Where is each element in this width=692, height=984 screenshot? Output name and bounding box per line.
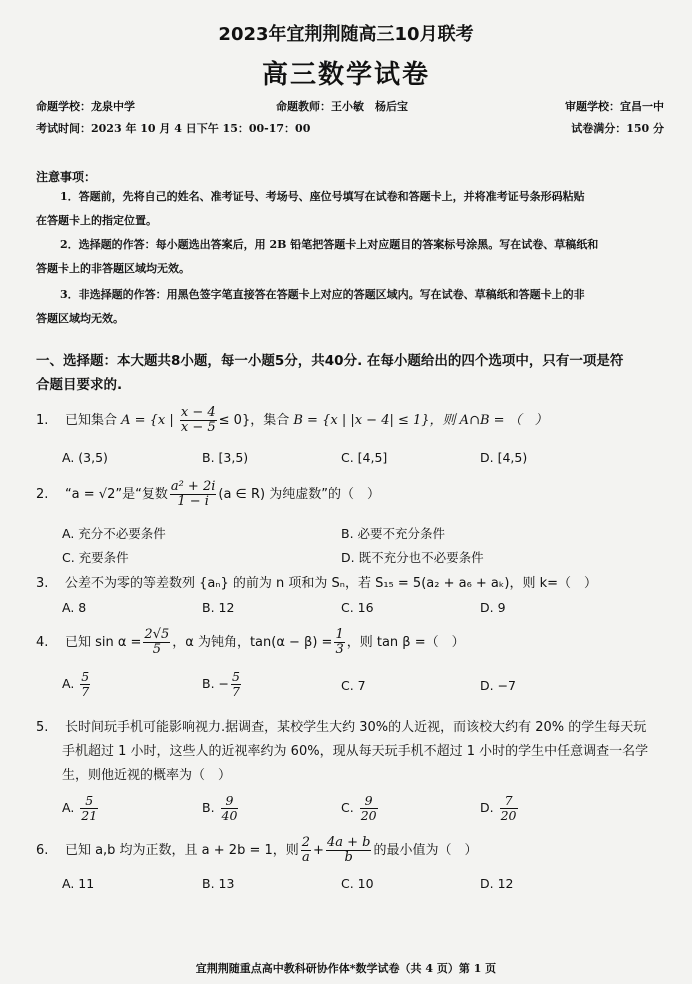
question-text-line-1: 长时间玩手机可能影响视力.据调查，某校学生大约 30%的人近视，而该校大约有 20% 的学生每天玩 <box>64 720 647 735</box>
option-c[interactable]: C. 7 <box>341 678 366 693</box>
page-footer: 宜荆荆随重点高中教科研协作体*数学试卷（共 4 页）第 1 页 <box>195 962 497 975</box>
option-d[interactable]: D. 12 <box>480 876 514 891</box>
question-text-mid: ，α 为钝角，tan(α − β) = <box>172 635 333 650</box>
fraction-denominator: b <box>344 850 353 865</box>
fraction <box>170 480 217 509</box>
question-number: 3. <box>36 576 49 591</box>
fraction-numerator: 2 <box>301 835 311 850</box>
option-c[interactable]: C. 充要条件 <box>62 550 129 565</box>
question-number: 5. <box>36 720 49 735</box>
fraction-denominator: a <box>302 850 310 865</box>
fraction <box>334 628 344 657</box>
fraction <box>80 670 90 699</box>
option-b[interactable]: B. 必要不充分条件 <box>341 526 446 541</box>
question-text-suffix: 的最小值为（ ） <box>373 843 478 858</box>
note-2-line-1: 2．选择题的作答：每小题选出答案后，用 2B 铅笔把答题卡上对应题目的答案标号涂黑。写在试卷、草稿纸和 <box>60 238 599 251</box>
option-b[interactable]: B. [3,5) <box>202 450 249 465</box>
note-1-line-2: 在答题卡上的指定位置。 <box>36 214 157 227</box>
option-label: A. <box>62 800 75 815</box>
fraction-denominator: 20 <box>500 808 517 823</box>
option-label: C. <box>341 800 354 815</box>
option-b[interactable] <box>202 670 243 699</box>
fraction-numerator: 9 <box>360 794 378 809</box>
school-label: 命题学校：龙泉中学 <box>36 100 135 113</box>
fraction-numerator: 5 <box>80 794 98 809</box>
note-3-line-1: 3．非选择题的作答：用黑色签字笔直接答在答题卡上对应的答题区域内。写在试卷、草稿纸和答题卡上的非 <box>60 288 585 301</box>
question-3 <box>36 572 597 591</box>
fraction-denominator: x − 5 <box>180 420 216 435</box>
fraction-denominator: 5 <box>152 642 161 657</box>
option-b[interactable]: B. 13 <box>202 876 235 891</box>
question-number: 6. <box>36 843 49 858</box>
question-5 <box>36 716 646 735</box>
fraction-denominator: 40 <box>221 808 238 823</box>
option-a[interactable]: A. (3,5) <box>62 450 108 465</box>
question-text-suffix: ，则 tan β =（ ） <box>346 635 465 650</box>
fraction <box>143 628 170 657</box>
exam-title: 2023年宜荆荆随高三10月联考 <box>218 24 474 45</box>
option-a[interactable] <box>62 794 100 823</box>
option-b[interactable]: B. 12 <box>202 600 235 615</box>
option-a[interactable] <box>62 670 92 699</box>
option-d[interactable]: D. −7 <box>480 678 516 693</box>
notes-heading: 注意事项： <box>36 170 97 184</box>
subject-title: 高三数学试卷 <box>261 60 430 90</box>
section-heading-line-2: 合题目要求的. <box>36 377 123 393</box>
minus-sign: − <box>218 676 230 691</box>
set-a-open: A = {x | <box>121 413 178 428</box>
question-text: 已知集合 <box>64 413 117 428</box>
option-c[interactable]: C. 10 <box>341 876 374 891</box>
section-heading-line-1: 一、选择题：本大题共8小题，每一小题5分，共40分. 在每小题给出的四个选项中，只有一项是符 <box>36 353 624 369</box>
option-d[interactable]: D. [4,5) <box>480 450 528 465</box>
question-5-line-2: 手机超过 1 小时，这些人的近视率约为 60%，现从每天玩手机不超过 1 小时的学生中任意调查一名学 <box>62 744 649 759</box>
question-number: 4. <box>36 635 49 650</box>
question-2 <box>36 480 380 509</box>
teacher-label: 命题教师：王小敏 杨后宝 <box>276 100 408 113</box>
option-c[interactable]: C. 16 <box>341 600 374 615</box>
option-b[interactable] <box>202 794 240 823</box>
time-label: 考试时间：2023 年 10 月 4 日下午 15：00-17：00 <box>36 122 311 135</box>
fraction <box>326 836 372 865</box>
question-number: 1. <box>36 413 49 428</box>
question-1 <box>36 406 548 435</box>
fraction <box>500 794 518 823</box>
note-3-line-2: 答题区域均无效。 <box>36 312 124 325</box>
fraction-denominator: 7 <box>81 684 90 699</box>
fraction-denominator: 1 − i <box>177 494 209 509</box>
option-d[interactable]: D. 9 <box>480 600 506 615</box>
question-text-suffix: (a ∈ R) 为纯虚数”的（ ） <box>218 487 380 502</box>
note-2-line-2: 答题卡上的非答题区域均无效。 <box>36 262 190 275</box>
question-number: 2. <box>36 487 49 502</box>
question-text: 公差不为零的等差数列 {aₙ} 的前为 n 项和为 Sₙ，若 S₁₅ = 5(a₂ + a₆ + aₖ)，则 k=（ ） <box>64 576 598 591</box>
fraction-numerator: 5 <box>232 669 240 684</box>
option-d[interactable] <box>480 794 520 823</box>
plus-sign: + <box>313 843 324 858</box>
option-label: A. <box>62 676 75 691</box>
set-a-close: ≤ 0}，集合 <box>218 413 290 428</box>
fraction <box>301 836 311 865</box>
set-b: B = {x | |x − 4| ≤ 1}，则 A∩B = （ ） <box>293 413 548 428</box>
option-a[interactable]: A. 充分不必要条件 <box>62 526 166 541</box>
option-d[interactable]: D. 既不充分也不必要条件 <box>341 550 484 565</box>
reviewer-label: 审题学校：宜昌一中 <box>565 100 664 113</box>
option-label: D. <box>480 800 494 815</box>
fraction <box>231 670 241 699</box>
fraction-denominator: 3 <box>335 642 344 657</box>
fraction <box>80 794 98 823</box>
fraction-denominator: 7 <box>232 684 240 699</box>
option-label: B. <box>202 676 215 691</box>
question-text: 已知 sin α = <box>64 635 142 650</box>
fraction <box>221 794 239 823</box>
question-5-line-3: 生，则他近视的概率为（ ） <box>62 768 232 783</box>
option-label: B. <box>202 800 215 815</box>
fraction-numerator: a² + 2i <box>170 479 216 494</box>
question-text: “a = √2”是“复数 <box>64 487 168 502</box>
option-a[interactable]: A. 11 <box>62 876 95 891</box>
fraction-numerator: 4a + b <box>326 835 371 850</box>
fraction-denominator: 21 <box>81 808 98 823</box>
score-label: 试卷满分：150 分 <box>571 122 664 135</box>
option-c[interactable]: C. [4,5] <box>341 450 388 465</box>
question-6 <box>36 836 477 865</box>
fraction <box>360 794 378 823</box>
fraction <box>180 406 217 435</box>
option-a[interactable]: A. 8 <box>62 600 87 615</box>
fraction-denominator: 20 <box>360 808 377 823</box>
note-1-line-1: 1．答题前，先将自己的姓名、准考证号、考场号、座位号填写在试卷和答题卡上，并将准考证号条形码粘贴 <box>60 190 585 203</box>
fraction-numerator: x − 4 <box>180 405 216 420</box>
fraction-numerator: 5 <box>81 669 90 684</box>
fraction-numerator: 9 <box>221 794 239 809</box>
fraction-numerator: 7 <box>500 794 518 809</box>
fraction-numerator: 2√5 <box>144 627 170 642</box>
option-c[interactable] <box>341 794 380 823</box>
question-4 <box>36 628 465 657</box>
fraction-numerator: 1 <box>335 627 344 642</box>
question-text: 已知 a,b 均为正数，且 a + 2b = 1，则 <box>64 843 299 858</box>
